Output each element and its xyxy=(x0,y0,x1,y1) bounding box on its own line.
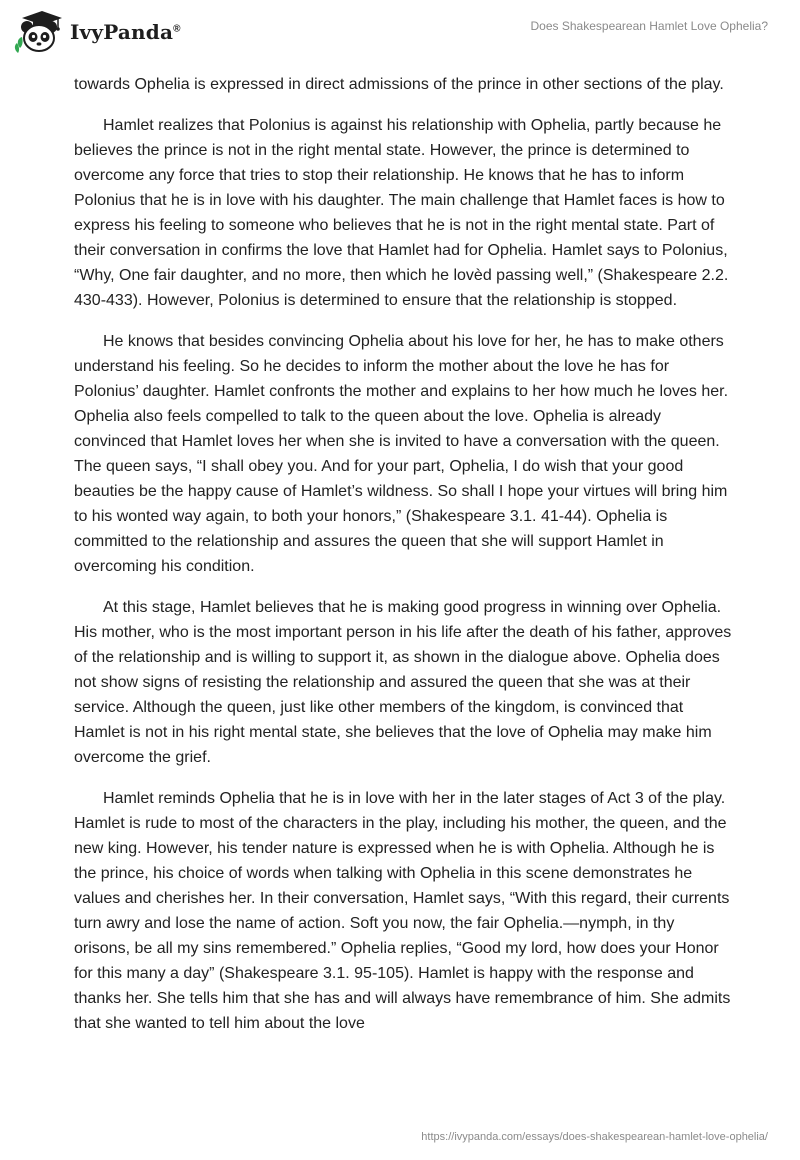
paragraph-4: At this stage, Hamlet believes that he is making good progress in winning over Ophelia. His mother, who is the most important person in his life after the death of his father, approves of the relationship and is willing to support it, as shown in the dialogue above. Ophelia does not show signs of resisting the relationship and assured the queen that she was at their service. Although the queen, just like other members of the kingdom, is convinced that Hamlet is not in his right mental state, she believes that the love of Ophelia may make him overcome the grief. xyxy=(74,599,732,766)
panda-graduate-icon xyxy=(14,8,66,56)
paragraph-5: Hamlet reminds Ophelia that he is in love with her in the later stages of Act 3 of the play. Hamlet is rude to most of the characters in the play, including his mother, the queen, and the new king. However, his tender nature is expressed when he is with Ophelia. Although he is the prince, his choice of words when talking with Ophelia in this scene demonstrates he values and cherishes her. In their conversation, Hamlet says, “With this regard, their currents turn awry and lose the name of action. Soft you now, the fair Ophelia.—nymph, in thy orisons, be all my sins remembered.” Ophelia replies, “Good my lord, how does your Honor for this many a day” (Shakespeare 3.1. 95-105). Hamlet is happy with the response and thanks her. She tells him that she has and will always have remembrance of him. She admits that she wanted to tell him about the love xyxy=(74,790,731,1032)
paragraph-2: Hamlet realizes that Polonius is against his relationship with Ophelia, partly because he believes the prince is not in the right mental state. However, the prince is determined to overcome any force that tries to stop their relationship. He knows that he has to inform Polonius that he is in love with his daughter. The main challenge that Hamlet faces is how to express his feeling to someone who believes that he is not in the right mental state. Part of their conversation in confirms the love that Hamlet had for Ophelia. Hamlet says to Polonius, “Why, One fair daughter, and no more, then which he lovèd passing well,” (Shakespeare 2.2. 430-433). However, Polonius is determined to ensure that the relationship is stopped. xyxy=(74,117,729,309)
brand-name: IvyPanda® xyxy=(70,20,181,44)
source-url[interactable]: https://ivypanda.com/essays/does-shakespearean-hamlet-love-ophelia/ xyxy=(421,1131,768,1143)
document-title: Does Shakespearean Hamlet Love Ophelia? xyxy=(530,19,768,33)
essay-body xyxy=(74,72,734,1052)
paragraph-1: towards Ophelia is expressed in direct admissions of the prince in other sections of the play. xyxy=(74,76,724,93)
paragraph-3: He knows that besides convincing Ophelia about his love for her, he has to make others understand his feeling. So he decides to inform the mother about the love he has for Polonius’ daughter. Hamlet confronts the mother and explains to her how much he loves her. Ophelia also feels compelled to talk to the queen about the love. Ophelia is already convinced that Hamlet loves her when she is invited to have a conversation with the queen. The queen says, “I shall obey you. And for your part, Ophelia, I do wish that your good beauties be the happy cause of Hamlet’s wildness. So shall I hope your virtues will bring him to his wonted way again, to both your honors,” (Shakespeare 3.1. 41-44). Ophelia is committed to the relationship and assures the queen that she will support Hamlet in overcoming his condition. xyxy=(74,333,729,575)
ivypanda-logo[interactable] xyxy=(14,8,181,56)
page-header xyxy=(0,0,800,64)
